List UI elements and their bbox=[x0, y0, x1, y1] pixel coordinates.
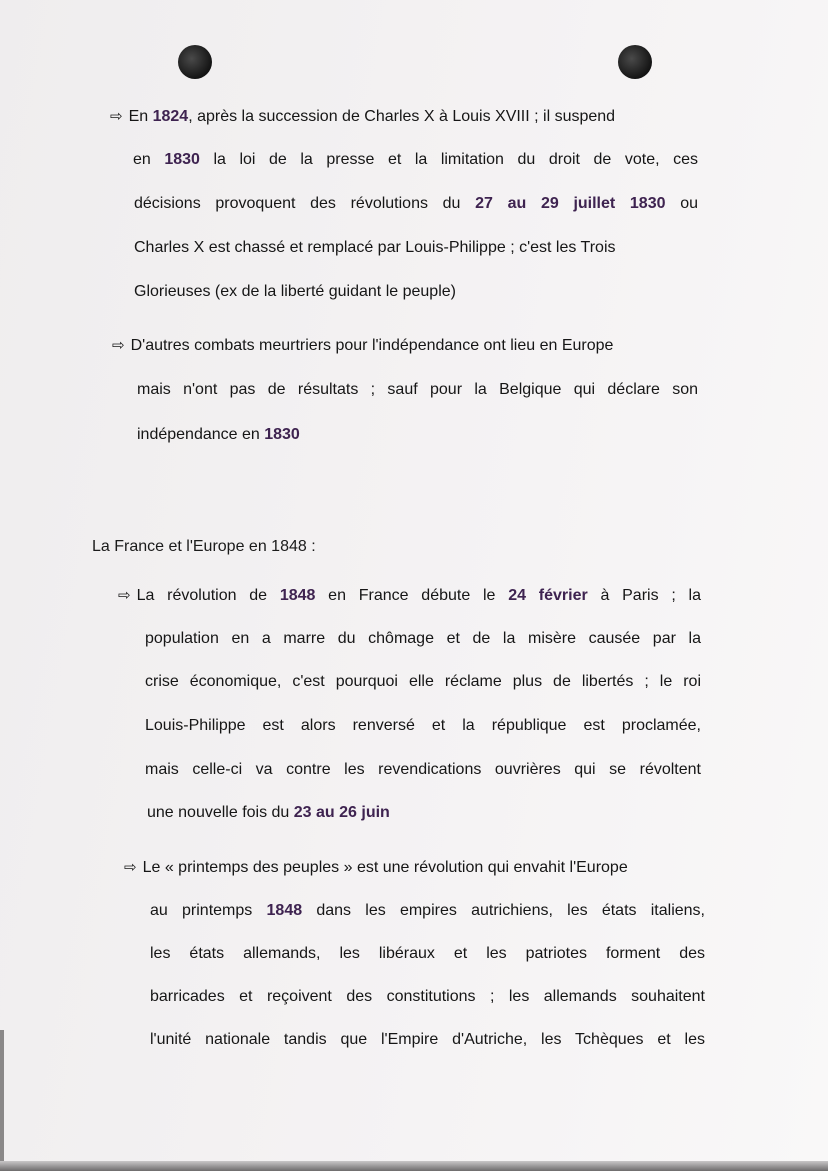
punch-hole-right bbox=[618, 45, 652, 79]
bullet-4-line-1: ⇨ Le « printemps des peuples » est une révolution qui envahit l'Europe bbox=[124, 859, 628, 876]
bullet-2-line-1: ⇨ D'autres combats meurtriers pour l'indépendance ont lieu en Europe bbox=[112, 337, 614, 354]
bullet-2-line-3: indépendance en 1830 bbox=[137, 426, 300, 443]
arrow-bullet-icon: ⇨ bbox=[124, 859, 137, 876]
bullet-1-line-3: décisions provoquent des révolutions du 27 au 29 juillet 1830 ou bbox=[134, 195, 698, 212]
bullet-4-line-3: les états allemands, les libéraux et les patriotes forment des bbox=[150, 945, 705, 962]
bullet-2-line-2: mais n'ont pas de résultats ; sauf pour la Belgique qui déclare son bbox=[137, 381, 698, 398]
bullet-4-line-4: barricades et reçoivent des constitutions ; les allemands souhaitent bbox=[150, 988, 705, 1005]
bullet-3-line-5: mais celle-ci va contre les revendications ouvrières qui se révoltent bbox=[145, 761, 701, 778]
bullet-3-line-2: population en a marre du chômage et de la misère causée par la bbox=[145, 630, 701, 647]
arrow-bullet-icon: ⇨ bbox=[112, 337, 125, 354]
bullet-3-line-1: ⇨ La révolution de 1848 en France débute le 24 février à Paris ; la bbox=[118, 587, 701, 604]
bullet-4-line-5: l'unité nationale tandis que l'Empire d'Autriche, les Tchèques et les bbox=[150, 1031, 705, 1048]
arrow-bullet-icon: ⇨ bbox=[118, 587, 131, 604]
bullet-1-line-2: en 1830 la loi de la presse et la limitation du droit de vote, ces bbox=[133, 151, 698, 168]
bullet-1-line-1: ⇨ En 1824, après la succession de Charles X à Louis XVIII ; il suspend bbox=[110, 108, 616, 125]
bullet-3-line-4: Louis-Philippe est alors renversé et la république est proclamée, bbox=[145, 717, 701, 734]
bullet-3-line-3: crise économique, c'est pourquoi elle réclame plus de libertés ; le roi bbox=[145, 673, 701, 690]
page-edge-shadow-bottom bbox=[0, 1161, 828, 1171]
page-edge-shadow-left bbox=[0, 1030, 4, 1171]
section-heading: La France et l'Europe en 1848 : bbox=[92, 538, 316, 555]
bullet-3-line-6: une nouvelle fois du 23 au 26 juin bbox=[147, 804, 390, 821]
arrow-bullet-icon: ⇨ bbox=[110, 108, 123, 125]
bullet-1-line-5: Glorieuses (ex de la liberté guidant le peuple) bbox=[134, 283, 456, 300]
bullet-4-line-2: au printemps 1848 dans les empires autrichiens, les états italiens, bbox=[150, 902, 705, 919]
bullet-1-line-4: Charles X est chassé et remplacé par Louis-Philippe ; c'est les Trois bbox=[134, 239, 616, 256]
punch-hole-left bbox=[178, 45, 212, 79]
